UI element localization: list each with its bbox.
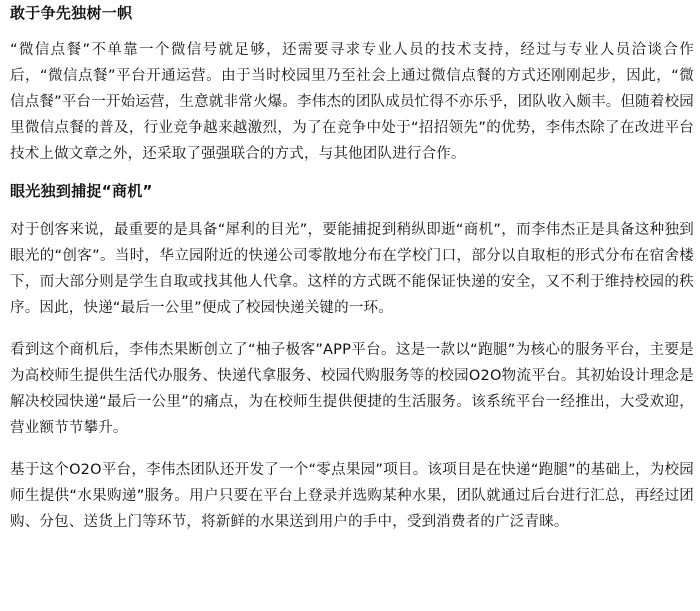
paragraph-4: 基于这个O2O平台，李伟杰团队还开发了一个“零点果园”项目。该项目是在快递“跑腿”的基础上，为校园师生提供“水果购递”服务。用户只要在平台上登录并选购某种水果，团队就通过后台进行汇总，再经过团购、分包、送货上门等环节，将新鲜的水果送到用户的手中，受到消费者的广泛青睐。 (10, 462, 694, 530)
article (10, 0, 694, 535)
paragraph-1: “微信点餐”不单靠一个微信号就足够，还需要寻求专业人员的技术支持，经过与专业人员洽谈合作后，“微信点餐”平台开通运营。由于当时校园里乃至社会上通过微信点餐的方式还刚刚起步，因此，“微信点餐”平台一开始运营，生意就非常火爆。李伟杰的团队成员忙得不亦乐乎，团队收入颇丰。但随着校园里微信点餐的普及，行业竞争越来越激烈，为了在竞争中处于“招招领先”的优势，李伟杰除了在改进平台技术上做文章之外，还采取了强强联合的方式，与其他团队进行合作。 (10, 42, 694, 162)
section-heading-2: 眼光独到捕捉“商机” (10, 182, 153, 200)
paragraph-3: 看到这个商机后，李伟杰果断创立了“柚子极客”APP平台。这是一款以“跑腿”为核心的服务平台，主要是为高校师生提供生活代办服务、快递代拿服务、校园代购服务等的校园O2O物流平台。其初始设计理念是解决校园快递“最后一公里”的痛点，为在校师生提供便捷的生活服务。该系统平台一经推出，大受欢迎，营业额节节攀升。 (10, 342, 694, 436)
section-heading-1: 敢于争先独树一帜 (10, 4, 133, 22)
paragraph-2: 对于创客来说，最重要的是具备“犀利的目光”，要能捕捉到稍纵即逝“商机”，而李伟杰正是具备这种独到眼光的“创客”。当时，华立园附近的快递公司零散地分布在学校门口，部分以自取柜的形式分布在宿舍楼下，而大部分则是学生自取或找其他人代拿。这样的方式既不能保证快递的安全，又不利于维持校园的秩序。因此，快递“最后一公里”便成了校园快递关键的一环。 (10, 222, 694, 316)
